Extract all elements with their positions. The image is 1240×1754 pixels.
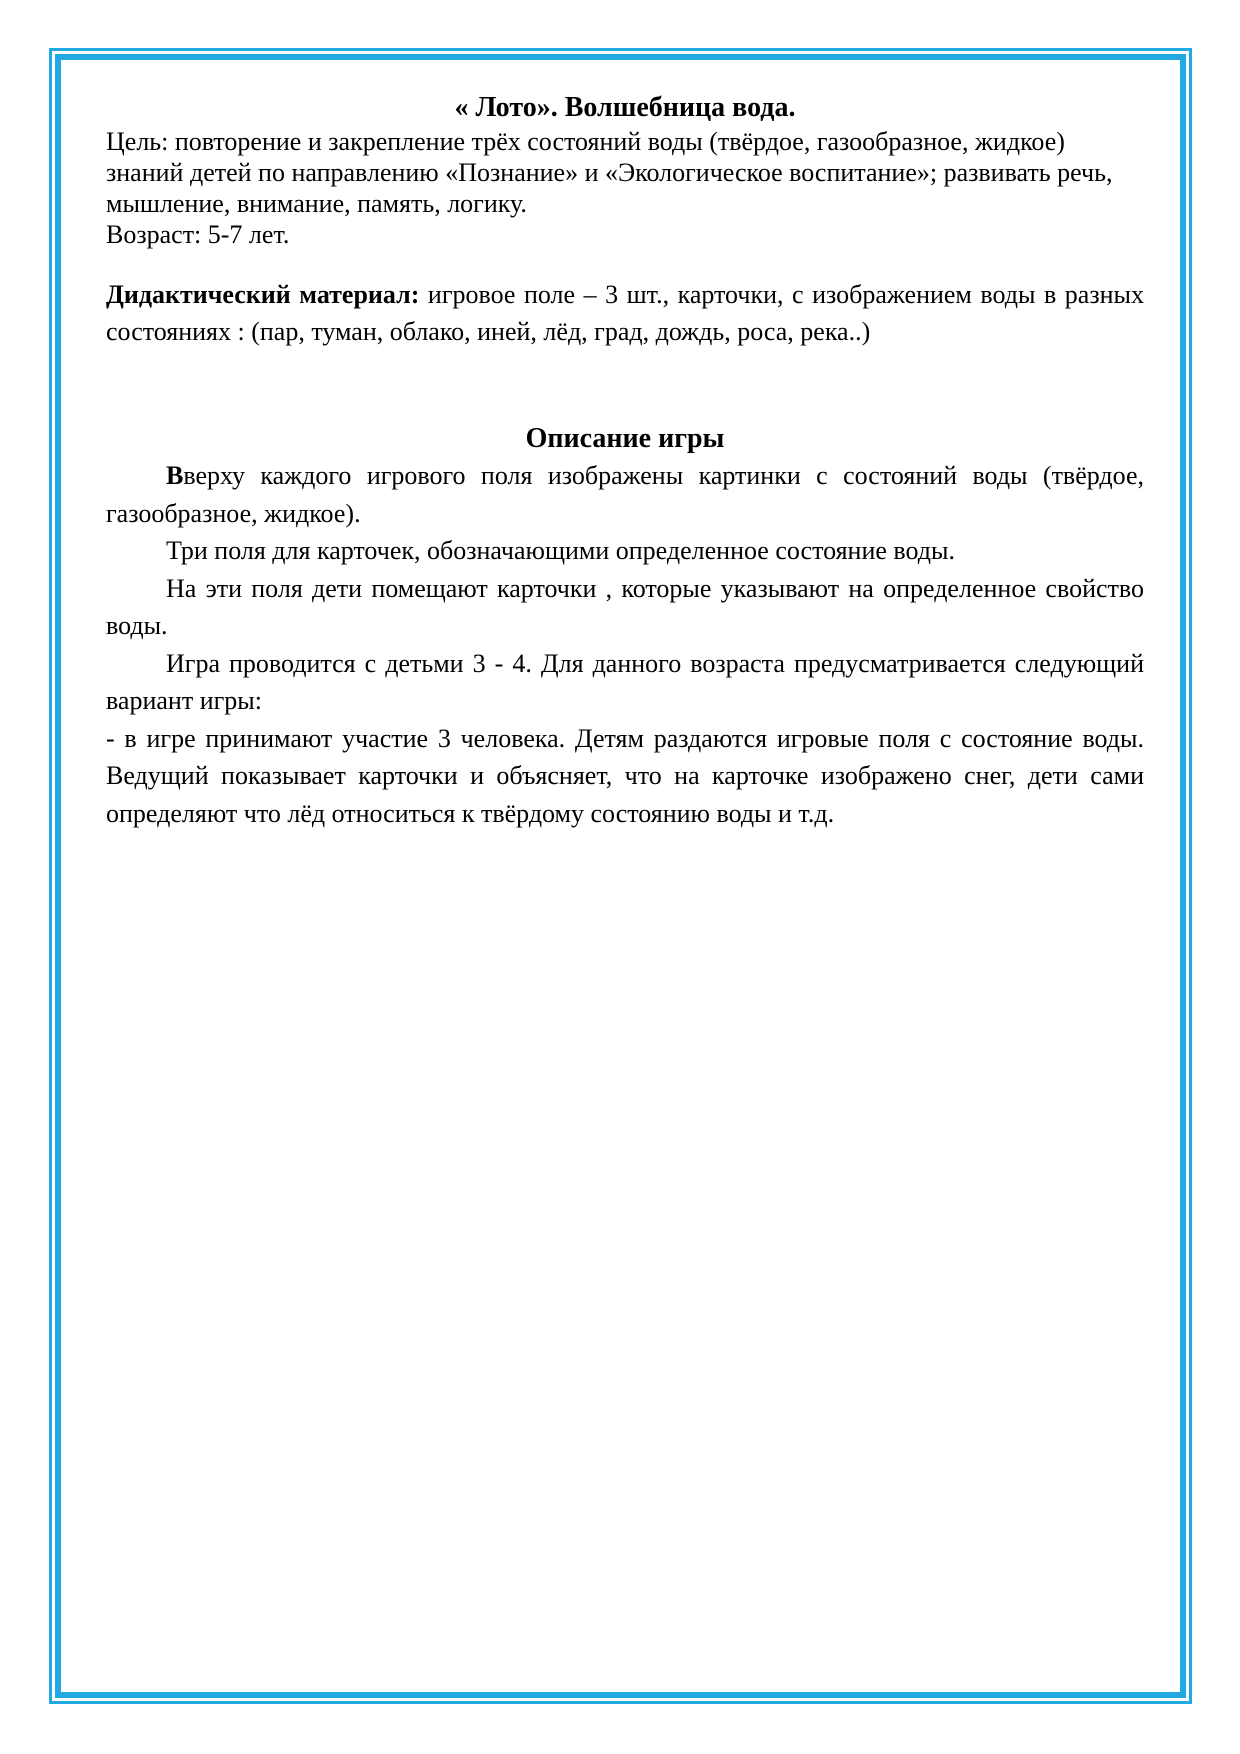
paragraph-text: верху каждого игрового поля изображены картинки с состояний воды (твёрдое, газообразное, жидкое). xyxy=(106,461,1144,528)
document-title: « Лото». Волшебница вода. xyxy=(454,92,796,123)
goal-paragraph: Цель: повторение и закрепление трёх состояний воды (твёрдое, газообразное, жидкое) знаний детей по направлению «Познание» и «Экологическое воспитание»; развивать речь, мышление, внимание, память, логику. xyxy=(106,127,1113,218)
materials-label: Дидактический материал: xyxy=(106,280,420,309)
section-heading-game-description: Описание игры xyxy=(525,423,725,454)
age-line: Возраст: 5-7 лет. xyxy=(106,220,290,249)
page-border-inner xyxy=(55,54,1186,1698)
paragraph: - в игре принимают участие 3 человека. Детям раздаются игровые поля с состояние воды. Ведущий показывает карточки и объясняет, что на карточке изображено снег, дети сами определяют что лёд относиться к твёрдому состоянию воды и т.д. xyxy=(106,723,1144,828)
paragraph xyxy=(106,457,1144,532)
materials-text: игровое поле – 3 шт., карточки, с изображением воды в разных состояниях : (пар, туман, облако, иней, лёд, град, дождь, роса, река..) xyxy=(106,280,1144,346)
paragraph: Игра проводится с детьми 3 - 4. Для данного возраста предусматривается следующий вариант игры: xyxy=(106,648,1144,715)
paragraph: На эти поля дети помещают карточки , которые указывают на определенное свойство воды. xyxy=(106,573,1144,640)
lead-letter: В xyxy=(166,461,184,490)
materials-paragraph xyxy=(106,276,1144,350)
page-border-outer xyxy=(49,48,1192,1704)
paragraph: Три поля для карточек, обозначающими определенное состояние воды. xyxy=(166,536,955,565)
document-content xyxy=(61,60,1180,832)
